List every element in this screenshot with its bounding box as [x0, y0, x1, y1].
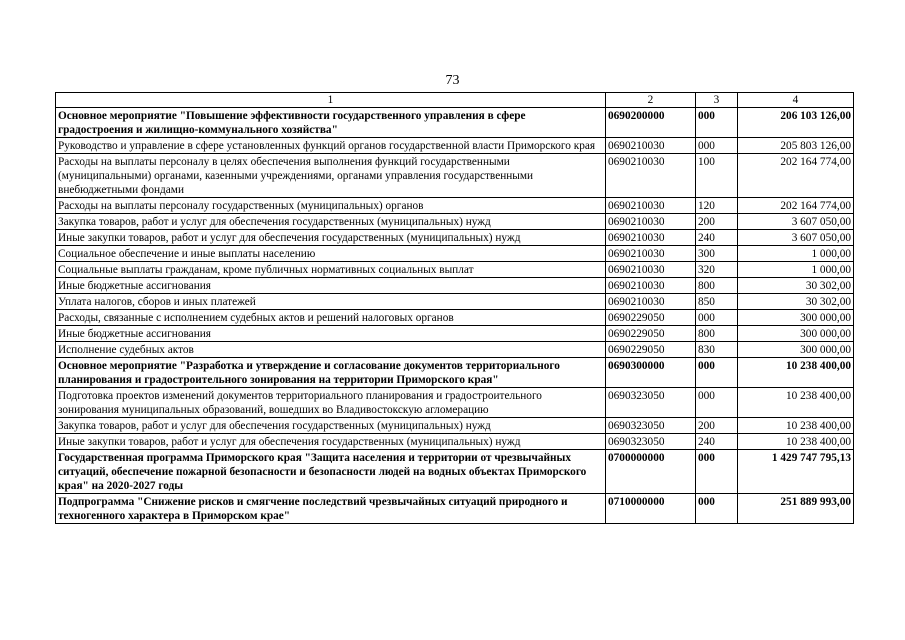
row-type: 800 [696, 326, 738, 342]
row-type: 000 [696, 388, 738, 418]
header-col-code: 2 [606, 93, 696, 108]
row-code: 0690300000 [606, 358, 696, 388]
table-row [56, 434, 854, 450]
row-code: 0690210030 [606, 278, 696, 294]
row-amount: 202 164 774,00 [738, 154, 854, 198]
row-amount: 10 238 400,00 [738, 418, 854, 434]
row-code: 0690323050 [606, 388, 696, 418]
row-type: 000 [696, 494, 738, 524]
row-code: 0690210030 [606, 154, 696, 198]
table-row [56, 418, 854, 434]
row-amount: 202 164 774,00 [738, 198, 854, 214]
row-amount: 3 607 050,00 [738, 230, 854, 246]
row-code: 0690210030 [606, 246, 696, 262]
row-amount: 10 238 400,00 [738, 358, 854, 388]
table-row [56, 108, 854, 138]
row-code: 0690210030 [606, 230, 696, 246]
table-row [56, 138, 854, 154]
row-name: Расходы на выплаты персоналу государственных (муниципальных) органов [56, 198, 606, 214]
row-type: 200 [696, 214, 738, 230]
row-amount: 1 000,00 [738, 262, 854, 278]
row-type: 240 [696, 434, 738, 450]
row-name: Иные бюджетные ассигнования [56, 326, 606, 342]
row-name: Иные закупки товаров, работ и услуг для обеспечения государственных (муниципальных) нужд [56, 230, 606, 246]
row-type: 300 [696, 246, 738, 262]
row-amount: 205 803 126,00 [738, 138, 854, 154]
row-amount: 300 000,00 [738, 310, 854, 326]
row-name: Исполнение судебных актов [56, 342, 606, 358]
table-row [56, 154, 854, 198]
table-row [56, 214, 854, 230]
row-amount: 251 889 993,00 [738, 494, 854, 524]
row-type: 000 [696, 358, 738, 388]
header-col-type: 3 [696, 93, 738, 108]
table-row [56, 326, 854, 342]
row-type: 120 [696, 198, 738, 214]
row-name: Закупка товаров, работ и услуг для обеспечения государственных (муниципальных) нужд [56, 418, 606, 434]
row-name: Социальные выплаты гражданам, кроме публичных нормативных социальных выплат [56, 262, 606, 278]
row-code: 0690210030 [606, 262, 696, 278]
row-type: 000 [696, 310, 738, 326]
row-name: Расходы, связанные с исполнением судебных актов и решений налоговых органов [56, 310, 606, 326]
table-row [56, 246, 854, 262]
row-code: 0690229050 [606, 342, 696, 358]
row-type: 850 [696, 294, 738, 310]
row-type: 240 [696, 230, 738, 246]
row-code: 0700000000 [606, 450, 696, 494]
row-type: 000 [696, 138, 738, 154]
row-type: 100 [696, 154, 738, 198]
table-row [56, 230, 854, 246]
row-name: Уплата налогов, сборов и иных платежей [56, 294, 606, 310]
table-body [56, 108, 854, 524]
row-amount: 30 302,00 [738, 294, 854, 310]
table-row [56, 342, 854, 358]
row-amount: 30 302,00 [738, 278, 854, 294]
header-col-amount: 4 [738, 93, 854, 108]
page-number: 73 [445, 73, 460, 88]
row-code: 0690210030 [606, 138, 696, 154]
row-name: Закупка товаров, работ и услуг для обеспечения государственных (муниципальных) нужд [56, 214, 606, 230]
row-amount: 1 429 747 795,13 [738, 450, 854, 494]
row-code: 0710000000 [606, 494, 696, 524]
budget-table [55, 92, 854, 524]
row-code: 0690200000 [606, 108, 696, 138]
table-row [56, 388, 854, 418]
table-row [56, 278, 854, 294]
row-code: 0690210030 [606, 294, 696, 310]
row-amount: 1 000,00 [738, 246, 854, 262]
row-type: 320 [696, 262, 738, 278]
table-row [56, 450, 854, 494]
table-row [56, 310, 854, 326]
row-code: 0690229050 [606, 326, 696, 342]
row-name: Расходы на выплаты персоналу в целях обеспечения выполнения функций государственными (муниципальными) органами, казенными учреждениями, органами управления государственными внебюджетными фондами [56, 154, 606, 198]
row-name: Государственная программа Приморского края "Защита населения и территории от чрезвычайных ситуаций, обеспечение пожарной безопасности и безопасности людей на водных объектах Приморского края" на 2020-2027 годы [56, 450, 606, 494]
row-name: Подготовка проектов изменений документов территориального планирования и градостроительного зонирования муниципальных образований, вошедших во Владивостокскую агломерацию [56, 388, 606, 418]
row-amount: 10 238 400,00 [738, 388, 854, 418]
row-type: 000 [696, 450, 738, 494]
row-code: 0690323050 [606, 418, 696, 434]
row-name: Основное мероприятие "Разработка и утверждение и согласование документов территориального планирования и градостроительного зонирования на территории Приморского края" [56, 358, 606, 388]
row-code: 0690210030 [606, 198, 696, 214]
table-row [56, 494, 854, 524]
table-row [56, 358, 854, 388]
row-amount: 206 103 126,00 [738, 108, 854, 138]
row-amount: 3 607 050,00 [738, 214, 854, 230]
row-name: Подпрограмма "Снижение рисков и смягчение последствий чрезвычайных ситуаций природного и техногенного характера в Приморском крае" [56, 494, 606, 524]
row-code: 0690210030 [606, 214, 696, 230]
row-code: 0690323050 [606, 434, 696, 450]
table-row [56, 294, 854, 310]
table-row [56, 198, 854, 214]
row-amount: 10 238 400,00 [738, 434, 854, 450]
row-name: Социальное обеспечение и иные выплаты населению [56, 246, 606, 262]
row-name: Руководство и управление в сфере установленных функций органов государственной власти Приморского края [56, 138, 606, 154]
row-amount: 300 000,00 [738, 342, 854, 358]
row-type: 000 [696, 108, 738, 138]
row-name: Иные закупки товаров, работ и услуг для обеспечения государственных (муниципальных) нужд [56, 434, 606, 450]
row-name: Основное мероприятие "Повышение эффективности государственного управления в сфере градостроения и жилищно-коммунального хозяйства" [56, 108, 606, 138]
row-amount: 300 000,00 [738, 326, 854, 342]
header-row [56, 93, 854, 108]
row-name: Иные бюджетные ассигнования [56, 278, 606, 294]
row-type: 800 [696, 278, 738, 294]
table-row [56, 262, 854, 278]
row-type: 200 [696, 418, 738, 434]
row-code: 0690229050 [606, 310, 696, 326]
header-col-name: 1 [56, 93, 606, 108]
row-type: 830 [696, 342, 738, 358]
